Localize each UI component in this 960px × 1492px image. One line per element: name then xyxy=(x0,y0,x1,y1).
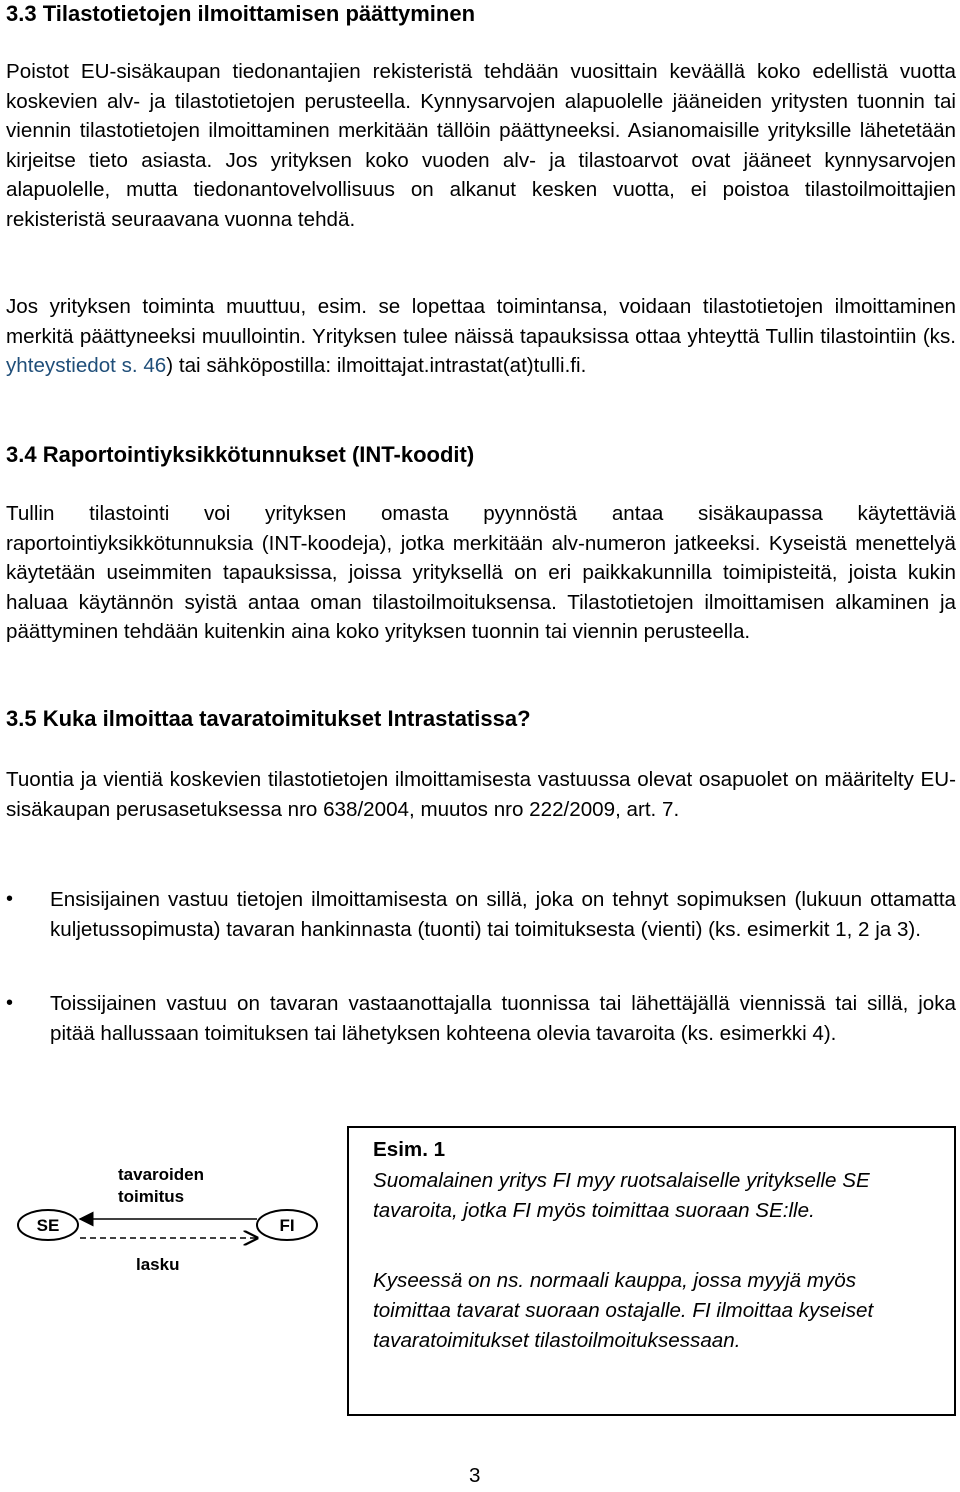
invoice-label: lasku xyxy=(136,1255,180,1274)
bullet-icon: • xyxy=(6,992,14,1014)
section-heading-3-5: 3.5 Kuka ilmoittaa tavaratoimitukset Intrastatissa? xyxy=(6,706,531,731)
paragraph-removal-register: Poistot EU-sisäkaupan tiedonantajien rekisteristä tehdään vuosittain keväällä koko edellistä vuotta koskevien alv- ja tilastotietojen perusteella. Kynnysarvojen alapuolelle jääneiden yritysten tuonnin tai viennin tilastotietojen ilmoittaminen merkitään tällöin päättyneeksi. Asianomaisille yrityksille lähetetään kirjeitse tieto asiasta. Jos yrityksen koko vuoden alv- ja tilastoarvot ovat jääneet kynnysarvojen alapuolelle, mutta tiedonantovelvollisuus on alkanut kesken vuotta, ei poistoa tilastoilmoittajien rekisteristä seuraavana vuonna tehdä. xyxy=(6,60,956,231)
section-heading-3-3: 3.3 Tilastotietojen ilmoittamisen päättyminen xyxy=(6,1,476,26)
node-fi-label: FI xyxy=(279,1216,295,1235)
example-title: Esim. 1 xyxy=(373,1138,446,1161)
delivery-label-line-1: tavaroiden xyxy=(118,1165,204,1184)
delivery-label-line-2: toimitus xyxy=(118,1187,185,1206)
paragraph-responsibility: Tuontia ja vientiä koskevien tilastotietojen ilmoittamisesta vastuussa olevat osapuolet on määritelty EU-sisäkaupan perusasetuksessa nro 638/2004, muutos nro 222/2009, art. 7. xyxy=(6,768,956,821)
paragraph-int-codes: Tullin tilastointi voi yrityksen omasta pyynnöstä antaa sisäkaupassa käytettäviä raportointiyksikkötunnuksia (INT-koodeja), jotka merkitään alv-numeron jatkeeksi. Kyseistä menettelyä käytetään useimmiten tapauksissa, joissa yrityksellä on eri paikkakunnilla toimipisteitä, joista kukin haluaa käytännön syistä antaa oman tilastoilmoituksensa. Tilastotietojen ilmoittamisen alkaminen ja päättyminen tehdään kuitenkin aina koko yrityksen tuonnin tai viennin perusteella. xyxy=(6,502,956,643)
list-item-text: Ensisijainen vastuu tietojen ilmoittamisesta on sillä, joka on tehnyt sopimuksen (lukuun ottamatta kuljetussopimusta) tavaran hankinnasta (tuonti) tai toimituksesta (vienti) (ks. esimerkit 1, 2 ja 3). xyxy=(50,888,956,941)
contact-info-link[interactable]: yhteystiedot s. 46 xyxy=(6,354,167,377)
node-se-label: SE xyxy=(36,1216,60,1235)
paragraph-text-before-link: Jos yrityksen toiminta muuttuu, esim. se lopettaa toimintansa, voidaan tilastotietojen ilmoittaminen merkitä päättyneeksi muullointin. Yrityksen tulee näissä tapauksissa ottaa yhteyttä Tullin tilastointiin (ks. xyxy=(6,295,956,348)
paragraph-text-after-link: ) tai sähköpostilla: ilmoittajat.intrastat(at)tulli.fi. xyxy=(166,354,587,377)
bullet-icon: • xyxy=(6,888,14,910)
example-description: Suomalainen yritys FI myy ruotsalaiselle yritykselle SE tavaroita, jotka FI myös toimittaa suoraan SE:lle. xyxy=(373,1169,870,1222)
paragraph-activity-change xyxy=(6,292,956,381)
example-box xyxy=(347,1126,956,1416)
list-item-text: Toissijainen vastuu on tavaran vastaanottajalla tuonnissa tai lähettäjällä viennissä tai sillä, joka pitää hallussaan toimituksen tai lähetyksen kohteena olevia tavaroita (ks. esimerkki 4). xyxy=(50,992,956,1045)
section-heading-3-4: 3.4 Raportointiyksikkötunnukset (INT-koodit) xyxy=(6,442,475,467)
page-number: 3 xyxy=(469,1464,481,1487)
example-explanation: Kyseessä on ns. normaali kauppa, jossa myyjä myös toimittaa tavarat suoraan ostajalle. FI ilmoittaa kyseiset tavaratoimitukset tilastoilmoituksessaan. xyxy=(373,1269,874,1352)
trade-flow-diagram xyxy=(0,1120,340,1300)
